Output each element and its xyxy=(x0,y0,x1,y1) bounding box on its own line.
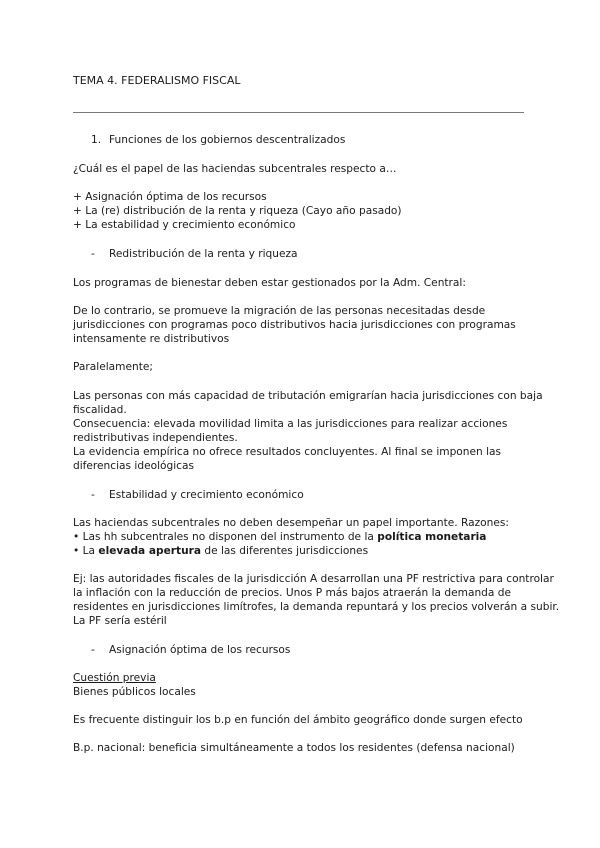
paragraph: B.p. nacional: beneficia simultáneamente a todos los residentes (defensa nacional) xyxy=(73,742,515,754)
section-number: 1. xyxy=(91,134,102,146)
paragraph-line: Consecuencia: elevada movilidad limita a las jurisdicciones para realizar acciones xyxy=(73,418,508,430)
list-item: + Asignación óptima de los recursos xyxy=(73,191,267,203)
question-text: ¿Cuál es el papel de las haciendas subcentrales respecto a… xyxy=(73,163,397,175)
subheading xyxy=(73,671,156,685)
page-title: TEMA 4. FEDERALISMO FISCAL xyxy=(73,74,241,87)
paragraph-line: Ej: las autoridades fiscales de la jurisdicción A desarrollan una PF restrictiva para controlar xyxy=(73,573,554,585)
paragraph-line: De lo contrario, se promueve la migración de las personas necesitadas desde xyxy=(73,305,486,317)
section-heading: Funciones de los gobiernos descentralizados xyxy=(109,134,346,146)
paragraph-line: jurisdicciones con programas poco distributivos hacia jurisdicciones con programas xyxy=(73,319,516,331)
bullet-text: • Las hh subcentrales no disponen del instrumento de la xyxy=(73,531,378,543)
topic-line: Bienes públicos locales xyxy=(73,686,196,698)
subsection-heading-estabilidad: Estabilidad y crecimiento económico xyxy=(109,489,304,501)
paragraph-line: La evidencia empírica no ofrece resultados concluyentes. Al final se imponen las xyxy=(73,446,502,458)
paragraph: Paralelamente; xyxy=(73,361,153,373)
subsection-dash: - xyxy=(91,644,95,656)
bullet-emphasis: política monetaria xyxy=(377,531,487,543)
subheading-text: Cuestión previa xyxy=(73,672,156,684)
subsection-heading-redistribucion: Redistribución de la renta y riqueza xyxy=(109,248,298,260)
paragraph-line: residentes en jurisdicciones limítrofes, la demanda repuntará y los precios volverán a subir. xyxy=(73,601,560,613)
paragraph-line: redistributivas independientes. xyxy=(73,432,238,444)
list-item: + La (re) distribución de la renta y riqueza (Cayo año pasado) xyxy=(73,205,402,217)
paragraph-line: Las personas con más capacidad de tributación emigrarían hacia jurisdicciones con baja xyxy=(73,390,543,402)
bullet-text: • La xyxy=(73,545,99,557)
list-item: + La estabilidad y crecimiento económico xyxy=(73,219,296,231)
subsection-dash: - xyxy=(91,489,95,501)
paragraph: Los programas de bienestar deben estar gestionados por la Adm. Central: xyxy=(73,277,466,289)
bullet-item xyxy=(73,544,368,558)
paragraph-line: fiscalidad. xyxy=(73,404,127,416)
subsection-dash: - xyxy=(91,248,95,260)
paragraph: Las haciendas subcentrales no deben desempeñar un papel importante. Razones: xyxy=(73,517,509,529)
paragraph-line: la inflación con la reducción de precios. Unos P más bajos atraerán la demanda de xyxy=(73,587,512,599)
paragraph: Es frecuente distinguir los b.p en función del ámbito geográfico donde surgen efecto xyxy=(73,714,523,726)
bullet-item xyxy=(73,530,486,544)
subsection-heading-asignacion: Asignación óptima de los recursos xyxy=(109,644,291,656)
title-divider xyxy=(73,112,524,113)
paragraph-line: La PF sería estéril xyxy=(73,615,167,627)
paragraph-line: intensamente re distributivos xyxy=(73,333,230,345)
bullet-emphasis: elevada apertura xyxy=(98,545,201,557)
paragraph-line: diferencias ideológicas xyxy=(73,460,195,472)
bullet-text: de las diferentes jurisdicciones xyxy=(201,545,369,557)
